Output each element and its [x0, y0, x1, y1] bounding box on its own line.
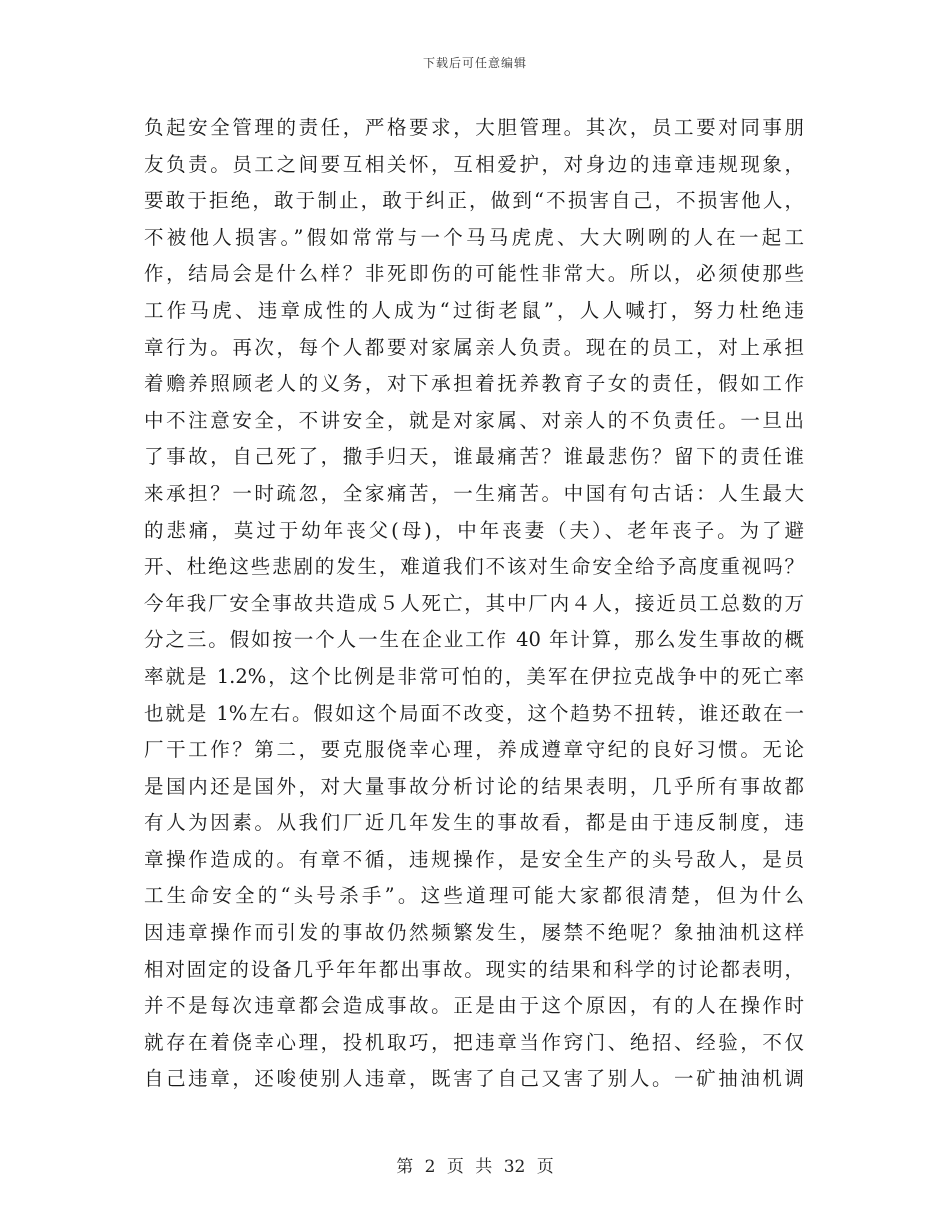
text-line: 不被他人损害。”假如常常与一个马马虎虎、大大咧咧的人在一起工 [144, 225, 804, 249]
text-line: 友负责。员工之间要互相关怀，互相爱护，对身边的违章违规现象， [144, 152, 804, 176]
text-line: 自己违章，还唆使别人违章，既害了自己又害了别人。一矿抽油机调 [144, 1067, 804, 1091]
text-line: 中不注意安全，不讲安全，就是对家属、对亲人的不负责任。一旦出 [144, 408, 804, 432]
text-line: 是国内还是国外，对大量事故分析讨论的结果表明，几乎所有事故都 [144, 774, 804, 798]
text-line: 负起安全管理的责任，严格要求，大胆管理。其次，员工要对同事朋 [144, 116, 804, 139]
text-line: 着赡养照顾老人的义务，对下承担着抚养教育子女的责任，假如工作 [144, 372, 804, 396]
text-line: 了事故，自己死了，撒手归天，谁最痛苦？谁最悲伤？留下的责任谁 [144, 445, 804, 469]
text-line: 的悲痛，莫过于幼年丧父(母)，中年丧妻（夫）、老年丧子。为了避 [144, 518, 804, 542]
text-line: 就存在着侥幸心理，投机取巧，把违章当作窍门、绝招、经验，不仅 [144, 1030, 804, 1054]
document-body [144, 110, 804, 1098]
text-line: 开、杜绝这些悲剧的发生，难道我们不该对生命安全给予高度重视吗？ [144, 555, 804, 579]
page-header-note: 下载后可任意编辑 [422, 56, 527, 70]
text-line: 工生命安全的“头号杀手”。这些道理可能大家都很清楚，但为什么 [144, 884, 804, 908]
text-line: 今年我厂安全事故共造成５人死亡，其中厂内４人，接近员工总数的万 [144, 591, 804, 615]
text-line: 工作马虎、违章成性的人成为“过街老鼠”，人人喊打，努力杜绝违 [144, 298, 804, 322]
text-line: 因违章操作而引发的事故仍然频繁发生，屡禁不绝呢？象抽油机这样 [144, 921, 804, 945]
text-line: 分之三。假如按一个人一生在企业工作 40 年计算，那么发生事故的概 [144, 628, 804, 652]
text-line: 厂干工作？第二，要克服侥幸心理，养成遵章守纪的良好习惯。无论 [144, 738, 804, 762]
text-line: 也就是 1%左右。假如这个局面不改变，这个趋势不扭转，谁还敢在一 [144, 701, 804, 725]
text-line: 章行为。再次，每个人都要对家属亲人负责。现在的员工，对上承担 [144, 335, 804, 359]
text-line: 作，结局会是什么样？非死即伤的可能性非常大。所以，必须使那些 [144, 262, 804, 286]
text-line: 率就是 1.2%，这个比例是非常可怕的，美军在伊拉克战争中的死亡率 [144, 664, 804, 688]
text-line: 并不是每次违章都会造成事故。正是由于这个原因，有的人在操作时 [144, 994, 804, 1018]
text-line: 相对固定的设备几乎年年都出事故。现实的结果和科学的讨论都表明， [144, 957, 804, 981]
text-line: 来承担？一时疏忽，全家痛苦，一生痛苦。中国有句古话：人生最大 [144, 481, 804, 505]
text-line: 章操作造成的。有章不循，违规操作，是安全生产的头号敌人，是员 [144, 847, 804, 871]
page-number: 第 2 页 共 32 页 [396, 1157, 554, 1177]
text-line: 有人为因素。从我们厂近几年发生的事故看，都是由于违反制度，违 [144, 811, 804, 835]
text-line: 要敢于拒绝，敢于制止，敢于纠正，做到“不损害自己，不损害他人， [144, 189, 804, 213]
